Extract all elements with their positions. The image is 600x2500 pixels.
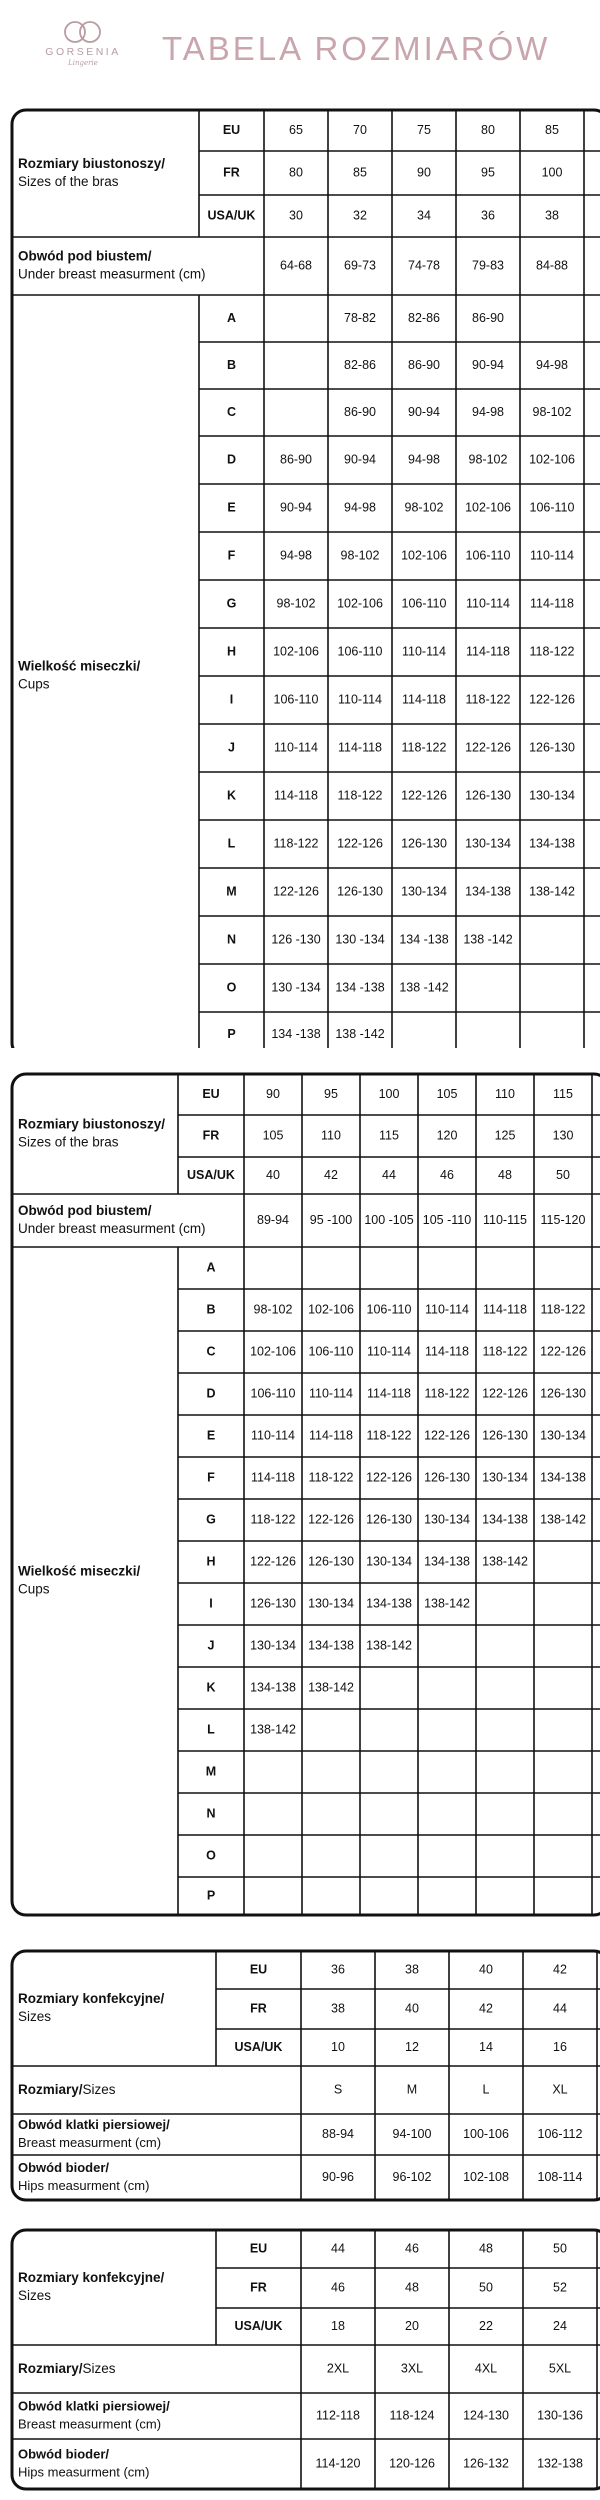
underbust-value: 105 -110 [422, 1212, 472, 1227]
underbust-value: 79-83 [472, 258, 504, 273]
cup-value: 138 -142 [463, 932, 513, 947]
cup-value: 118-122 [401, 740, 447, 755]
cup-value: 138-142 [308, 1680, 354, 1695]
size-value: 100 [378, 1086, 400, 1101]
letter-size-value: L [482, 2082, 490, 2097]
breast-value: 106-112 [537, 2126, 583, 2141]
cup-value: 130-134 [529, 788, 575, 803]
cup-letter: P [206, 1888, 216, 1903]
cup-value: 94-98 [472, 404, 504, 419]
underbust-label: Obwód pod biustem/ [18, 248, 152, 264]
cup-value: 126-130 [540, 1386, 586, 1401]
hips-value: 132-138 [537, 2456, 583, 2471]
letter-sizes-label: Rozmiary/Sizes [18, 2360, 116, 2376]
cup-value: 130-134 [482, 1470, 528, 1485]
cup-value: 106-110 [529, 500, 575, 515]
cup-value: 118-122 [465, 692, 511, 707]
size-value: 110 [321, 1128, 341, 1143]
cup-letter: G [206, 1512, 216, 1527]
cup-value: 126-130 [308, 1554, 354, 1569]
size-system-label: FR [250, 2001, 267, 2016]
cup-letter: E [206, 1428, 216, 1443]
cup-value: 122-126 [273, 884, 319, 899]
size-value: 14 [479, 2039, 493, 2054]
cup-value: 82-86 [344, 357, 376, 372]
size-value: 38 [331, 2001, 345, 2016]
cup-value: 94-98 [536, 357, 568, 372]
clothing-size-table-2 [0, 2228, 600, 2493]
cup-value: 114-118 [424, 1344, 470, 1359]
cup-letter: M [205, 1764, 217, 1779]
breast-label: Obwód klatki piersiowej/ [18, 2116, 170, 2132]
cup-value: 102-106 [465, 500, 511, 515]
size-system-label: USA/UK [207, 208, 256, 223]
cup-value: 138 -142 [399, 980, 449, 995]
size-system-label: EU [249, 2241, 268, 2256]
size-value: 46 [331, 2280, 345, 2295]
size-system-label: EU [202, 1086, 220, 1101]
size-value: 46 [440, 1167, 454, 1182]
cup-value: 118-122 [482, 1344, 528, 1359]
hips-value: 126-132 [463, 2456, 509, 2471]
clothing-sizes-label-en: Sizes [18, 2009, 52, 2025]
cup-value: 134 -138 [271, 1026, 321, 1041]
cup-value: 114-118 [337, 740, 383, 755]
size-value: 38 [545, 208, 559, 223]
breast-value: 130-136 [537, 2408, 583, 2423]
cup-value: 118-122 [540, 1302, 586, 1317]
cup-value: 130-134 [540, 1428, 586, 1443]
cup-value: 126-130 [250, 1596, 296, 1611]
size-value: 44 [382, 1167, 396, 1182]
cup-letter: G [226, 596, 237, 611]
cup-value: 118-122 [366, 1428, 412, 1443]
size-value: 22 [479, 2318, 493, 2333]
cup-letter: F [227, 548, 236, 563]
cup-letter: K [226, 788, 237, 803]
cup-value: 134-138 [540, 1470, 586, 1485]
letter-size-value: 4XL [474, 2361, 498, 2376]
cup-letter: J [228, 740, 235, 755]
cup-value: 102-106 [401, 548, 447, 563]
cup-value: 98-102 [404, 500, 444, 515]
cup-letter: A [206, 1260, 216, 1275]
size-value: 44 [331, 2241, 345, 2256]
cup-value: 106-110 [337, 644, 383, 659]
cup-value: 138-142 [250, 1722, 296, 1737]
size-value: 24 [553, 2318, 567, 2333]
size-value: 10 [331, 2039, 345, 2054]
cup-letter: C [226, 404, 237, 419]
cup-value: 110-114 [401, 644, 447, 659]
brand-name: GORSENIA [45, 46, 121, 58]
size-system-label: USA/UK [234, 2039, 283, 2054]
letter-size-value: 3XL [400, 2361, 424, 2376]
brand-tagline: Lingerie [68, 59, 98, 67]
cup-value: 98-102 [532, 404, 572, 419]
size-value: 95 [324, 1086, 338, 1101]
underbust-value: 84-88 [536, 258, 568, 273]
cup-value: 110-114 [273, 740, 319, 755]
hips-label-en: Hips measurment (cm) [18, 2177, 150, 2193]
cups-label-en: Cups [18, 1581, 50, 1597]
underbust-label: Obwód pod biustem/ [18, 1203, 152, 1219]
bra-sizes-label-en: Sizes of the bras [18, 1134, 119, 1150]
cup-letter: L [227, 836, 236, 851]
cup-value: 134 -138 [399, 932, 449, 947]
breast-value: 118-124 [389, 2408, 435, 2423]
size-value: 70 [353, 122, 367, 137]
underbust-value: 64-68 [280, 258, 312, 273]
cup-value: 90-94 [472, 357, 504, 372]
underbust-value: 89-94 [257, 1212, 289, 1227]
breast-value: 112-118 [315, 2408, 361, 2423]
size-system-label: EU [249, 1962, 268, 1977]
cup-value: 130-134 [366, 1554, 412, 1569]
cup-value: 122-126 [424, 1428, 470, 1443]
cup-value: 126-130 [465, 788, 511, 803]
size-value: 36 [331, 1962, 345, 1977]
cup-value: 126 -130 [271, 932, 321, 947]
cup-letter: B [206, 1302, 216, 1317]
size-value: 20 [405, 2318, 419, 2333]
underbust-value: 69-73 [344, 258, 376, 273]
cup-value: 126-130 [529, 740, 575, 755]
cup-value: 102-106 [273, 644, 319, 659]
cup-value: 114-118 [529, 596, 575, 611]
cup-value: 130 -134 [271, 980, 321, 995]
cup-value: 106-110 [366, 1302, 412, 1317]
size-value: 50 [553, 2241, 567, 2256]
cup-value: 126-130 [482, 1428, 528, 1443]
size-value: 85 [353, 165, 367, 180]
cup-value: 114-118 [482, 1302, 528, 1317]
size-value: 12 [405, 2039, 419, 2054]
cup-value: 138-142 [482, 1554, 528, 1569]
cup-value: 106-110 [308, 1344, 354, 1359]
size-value: 32 [353, 208, 367, 223]
cup-letter: N [206, 1806, 216, 1821]
size-value: 50 [556, 1167, 570, 1182]
hips-value: 108-114 [537, 2169, 583, 2184]
clothing-size-table-1 [0, 1949, 600, 2204]
cup-value: 106-110 [250, 1386, 296, 1401]
size-system-label: USA/UK [234, 2318, 283, 2333]
breast-label-en: Breast measurment (cm) [18, 2416, 162, 2432]
cup-value: 122-126 [250, 1554, 296, 1569]
cup-letter: D [226, 452, 237, 467]
letter-sizes-label: Rozmiary/Sizes [18, 2081, 116, 2097]
cup-value: 102-106 [308, 1302, 354, 1317]
cup-value: 134-138 [529, 836, 575, 851]
cup-value: 98-102 [468, 452, 508, 467]
cup-value: 114-118 [401, 692, 447, 707]
cup-value: 134-138 [482, 1512, 528, 1527]
rings-icon [24, 20, 142, 46]
size-system-label: FR [250, 2280, 267, 2295]
size-value: 80 [481, 122, 495, 137]
cup-value: 98-102 [340, 548, 380, 563]
cup-letter: F [207, 1470, 215, 1485]
cup-value: 130-134 [465, 836, 511, 851]
letter-size-value: XL [552, 2082, 568, 2097]
bra-sizes-label: Rozmiary biustonoszy/ [18, 156, 166, 172]
cup-value: 134 -138 [335, 980, 385, 995]
clothing-sizes-label: Rozmiary konfekcyjne/ [18, 1991, 165, 2007]
bra-size-table-1 [0, 108, 600, 1048]
cup-value: 130-134 [308, 1596, 354, 1611]
cup-value: 138-142 [366, 1638, 412, 1653]
cup-value: 122-126 [337, 836, 383, 851]
cup-value: 118-122 [308, 1470, 354, 1485]
cup-value: 110-114 [366, 1344, 412, 1359]
cup-value: 138-142 [424, 1596, 470, 1611]
cup-value: 118-122 [424, 1386, 470, 1401]
cup-value: 102-106 [529, 452, 575, 467]
underbust-value: 95 -100 [309, 1212, 353, 1227]
size-value: 30 [289, 208, 303, 223]
size-value: 16 [553, 2039, 567, 2054]
size-value: 52 [553, 2280, 567, 2295]
bra-sizes-label-en: Sizes of the bras [18, 174, 119, 190]
cup-value: 134-138 [465, 884, 511, 899]
size-system-label: EU [222, 122, 241, 137]
cup-value: 110-114 [529, 548, 575, 563]
cup-value: 86-90 [472, 310, 504, 325]
cup-value: 106-110 [465, 548, 511, 563]
hips-value: 120-126 [389, 2456, 435, 2471]
cup-value: 106-110 [273, 692, 319, 707]
size-value: 48 [479, 2241, 493, 2256]
cup-letter: A [226, 310, 237, 325]
cup-value: 110-114 [465, 596, 511, 611]
size-value: 46 [405, 2241, 419, 2256]
cup-value: 126-130 [366, 1512, 412, 1527]
clothing-sizes-label-en: Sizes [18, 2288, 52, 2304]
brand-logo [24, 20, 142, 72]
cup-letter: D [206, 1386, 216, 1401]
cups-label: Wielkość miseczki/ [18, 658, 141, 674]
cup-value: 118-122 [250, 1512, 296, 1527]
cup-value: 122-126 [308, 1512, 354, 1527]
cup-letter: O [226, 980, 237, 995]
cup-letter: K [206, 1680, 216, 1695]
size-value: 42 [553, 1962, 567, 1977]
cup-value: 114-118 [250, 1470, 296, 1485]
size-value: 36 [481, 208, 495, 223]
cup-value: 126-130 [337, 884, 383, 899]
cup-letter: I [229, 692, 234, 707]
cup-value: 114-118 [308, 1428, 354, 1443]
cup-value: 86-90 [408, 357, 440, 372]
cup-value: 126-130 [424, 1470, 470, 1485]
size-system-label: FR [202, 1128, 220, 1143]
size-value: 130 [552, 1128, 574, 1143]
cup-value: 122-126 [366, 1470, 412, 1485]
size-value: 90 [417, 165, 431, 180]
breast-value: 124-130 [463, 2408, 509, 2423]
cup-value: 106-110 [401, 596, 447, 611]
cup-letter: C [206, 1344, 216, 1359]
cup-value: 134-138 [308, 1638, 354, 1653]
cup-value: 134-138 [366, 1596, 412, 1611]
cup-value: 102-106 [337, 596, 383, 611]
size-system-label: FR [223, 165, 240, 180]
cup-value: 110-114 [424, 1302, 470, 1317]
cup-letter: E [227, 500, 236, 515]
size-value: 120 [436, 1128, 458, 1143]
size-value: 90 [266, 1086, 280, 1101]
hips-value: 114-120 [315, 2456, 361, 2471]
cup-value: 122-126 [529, 692, 575, 707]
cup-letter: B [226, 357, 237, 372]
cup-letter: M [226, 884, 237, 899]
size-value: 40 [266, 1167, 280, 1182]
hips-value: 96-102 [392, 2169, 432, 2184]
cup-value: 114-118 [273, 788, 319, 803]
size-value: 95 [481, 165, 495, 180]
cup-value: 110-114 [337, 692, 383, 707]
size-value: 50 [479, 2280, 493, 2295]
cup-value: 118-122 [273, 836, 319, 851]
bra-size-table-2 [0, 1072, 600, 1926]
cup-value: 122-126 [540, 1344, 586, 1359]
size-value: 100 [541, 165, 563, 180]
page-title: TABELA ROZMIARÓW [162, 30, 551, 67]
size-value: 44 [553, 2001, 567, 2016]
cup-value: 90-94 [408, 404, 440, 419]
breast-value: 100-106 [463, 2126, 509, 2141]
cup-letter: O [206, 1848, 216, 1863]
cup-value: 90-94 [344, 452, 376, 467]
cup-letter: J [207, 1638, 215, 1653]
bra-sizes-label: Rozmiary biustonoszy/ [18, 1116, 166, 1132]
cup-value: 138 -142 [335, 1026, 385, 1041]
size-value: 105 [262, 1128, 284, 1143]
cup-value: 86-90 [280, 452, 312, 467]
letter-size-value: S [333, 2082, 343, 2097]
cup-value: 98-102 [253, 1302, 293, 1317]
cup-value: 98-102 [276, 596, 316, 611]
size-value: 48 [498, 1167, 512, 1182]
letter-size-value: 2XL [326, 2361, 350, 2376]
hips-value: 90-96 [322, 2169, 354, 2184]
cup-value: 122-126 [465, 740, 511, 755]
cup-value: 110-114 [308, 1386, 354, 1401]
size-value: 42 [479, 2001, 493, 2016]
size-value: 65 [289, 122, 303, 137]
size-value: 105 [436, 1086, 458, 1101]
size-value: 40 [405, 2001, 419, 2016]
cup-letter: H [226, 644, 237, 659]
cup-value: 122-126 [401, 788, 447, 803]
letter-size-value: 5XL [548, 2361, 572, 2376]
cup-value: 94-98 [408, 452, 440, 467]
cup-value: 102-106 [250, 1344, 296, 1359]
cup-letter: I [209, 1596, 213, 1611]
size-value: 38 [405, 1962, 419, 1977]
cup-value: 130 -134 [335, 932, 385, 947]
cup-value: 118-122 [337, 788, 383, 803]
cup-letter: L [207, 1722, 215, 1737]
cup-value: 118-122 [529, 644, 575, 659]
underbust-value: 100 -105 [364, 1212, 414, 1227]
cup-value: 90-94 [280, 500, 312, 515]
cups-label-en: Cups [18, 676, 50, 692]
size-value: 40 [479, 1962, 493, 1977]
size-value: 85 [545, 122, 559, 137]
cup-value: 82-86 [408, 310, 440, 325]
cup-value: 134-138 [250, 1680, 296, 1695]
size-value: 48 [405, 2280, 419, 2295]
size-system-label: USA/UK [187, 1167, 235, 1182]
table-frame [12, 1074, 600, 1915]
cup-value: 122-126 [482, 1386, 528, 1401]
cup-value: 86-90 [344, 404, 376, 419]
hips-label: Obwód bioder/ [18, 2159, 109, 2175]
breast-label: Obwód klatki piersiowej/ [18, 2398, 170, 2414]
letter-size-value: M [406, 2082, 418, 2097]
cup-value: 130-134 [250, 1638, 296, 1653]
cup-value: 78-82 [344, 310, 376, 325]
cup-value: 110-114 [250, 1428, 296, 1443]
underbust-value: 115-120 [540, 1212, 586, 1227]
size-value: 110 [495, 1086, 515, 1101]
cups-label: Wielkość miseczki/ [18, 1563, 141, 1579]
cup-value: 114-118 [366, 1386, 412, 1401]
cup-value: 134-138 [424, 1554, 470, 1569]
breast-value: 88-94 [322, 2126, 354, 2141]
cup-value: 130-134 [424, 1512, 470, 1527]
hips-label-en: Hips measurment (cm) [18, 2464, 150, 2480]
underbust-label-en: Under breast measurment (cm) [18, 1221, 206, 1237]
size-value: 115 [379, 1128, 399, 1143]
breast-label-en: Breast measurment (cm) [18, 2134, 162, 2150]
cup-value: 130-134 [401, 884, 447, 899]
cup-value: 138-142 [529, 884, 575, 899]
size-value: 42 [324, 1167, 338, 1182]
cup-letter: N [226, 932, 237, 947]
cup-value: 114-118 [465, 644, 511, 659]
size-value: 75 [417, 122, 431, 137]
cup-value: 138-142 [540, 1512, 586, 1527]
underbust-value: 110-115 [482, 1212, 528, 1227]
size-value: 34 [417, 208, 431, 223]
breast-value: 94-100 [392, 2126, 432, 2141]
clothing-sizes-label: Rozmiary konfekcyjne/ [18, 2270, 165, 2286]
size-value: 125 [494, 1128, 516, 1143]
underbust-value: 74-78 [408, 258, 440, 273]
size-value: 80 [289, 165, 303, 180]
underbust-label-en: Under breast measurment (cm) [18, 266, 206, 282]
hips-label: Obwód bioder/ [18, 2446, 109, 2462]
cup-value: 94-98 [344, 500, 376, 515]
cup-letter: P [227, 1026, 236, 1041]
size-value: 115 [553, 1086, 573, 1101]
size-value: 18 [331, 2318, 345, 2333]
hips-value: 102-108 [463, 2169, 509, 2184]
cup-letter: H [206, 1554, 216, 1569]
cup-value: 126-130 [401, 836, 447, 851]
cup-value: 94-98 [280, 548, 312, 563]
